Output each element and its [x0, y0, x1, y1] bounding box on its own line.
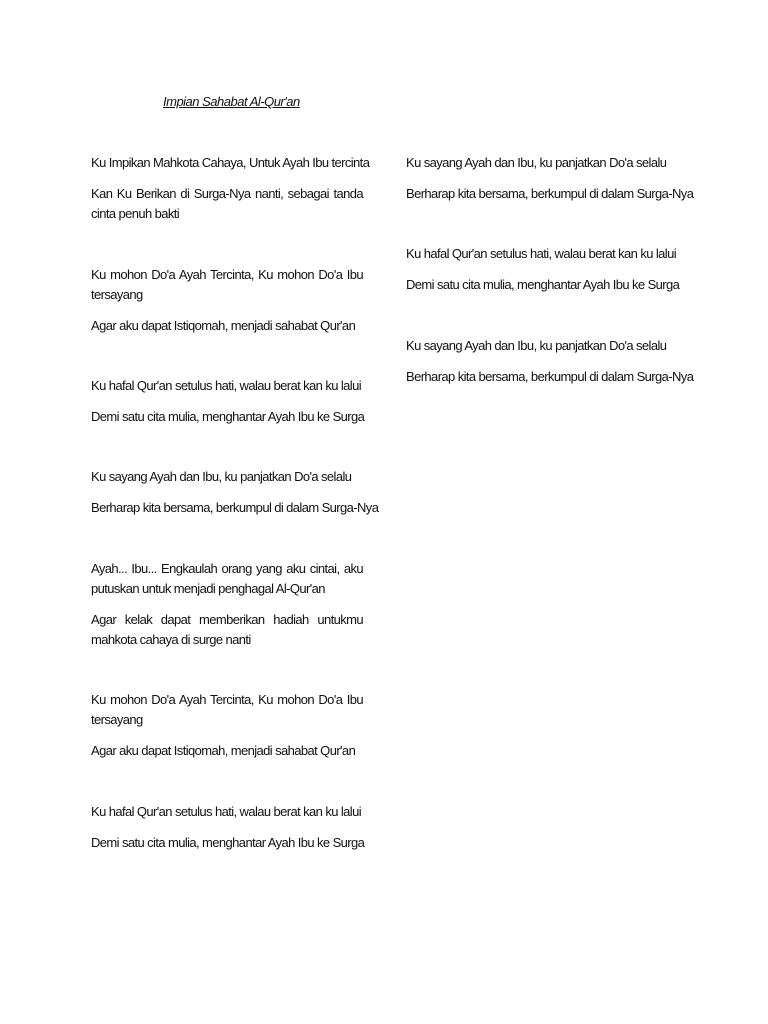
lyric-line: Agar kelak dapat memberikan hadiah untukmu mahkota cahaya di surge nanti — [91, 612, 363, 647]
lyric-line: Ku sayang Ayah dan Ibu, ku panjatkan Do'a selalu — [406, 338, 667, 353]
lyric-line: Demi satu cita mulia, menghantar Ayah Ibu ke Surga — [406, 277, 680, 292]
lyric-line: Kan Ku Berikan di Surga-Nya nanti, sebagai tanda cinta penuh bakti — [91, 186, 363, 221]
lyric-line: Ku Impikan Mahkota Cahaya, Untuk Ayah Ibu tercinta — [91, 155, 370, 170]
lyric-line: Ayah... Ibu... Engkaulah orang yang aku cintai, aku putuskan untuk menjadi penghagal Al-Qur'an — [91, 561, 363, 596]
lyric-line: Berharap kita bersama, berkumpul di dalam Surga-Nya — [406, 186, 694, 201]
lyric-line: Agar aku dapat Istiqomah, menjadi sahabat Qur'an — [91, 743, 356, 758]
lyric-line: Ku sayang Ayah dan Ibu, ku panjatkan Do'a selalu — [406, 155, 667, 170]
lyric-line: Ku mohon Do'a Ayah Tercinta, Ku mohon Do'a Ibu tersayang — [91, 692, 363, 727]
lyric-line: Berharap kita bersama, berkumpul di dalam Surga-Nya — [91, 500, 379, 515]
lyric-line: Demi satu cita mulia, menghantar Ayah Ibu ke Surga — [91, 409, 365, 424]
lyric-line: Ku mohon Do'a Ayah Tercinta, Ku mohon Do'a Ibu tersayang — [91, 267, 363, 302]
lyric-line: Demi satu cita mulia, menghantar Ayah Ibu ke Surga — [91, 835, 365, 850]
lyric-line: Ku hafal Qur'an setulus hati, walau berat kan ku lalui — [406, 246, 676, 261]
lyric-line: Ku hafal Qur'an setulus hati, walau berat kan ku lalui — [91, 378, 361, 393]
lyric-line: Ku hafal Qur'an setulus hati, walau berat kan ku lalui — [91, 804, 361, 819]
lyric-line: Ku sayang Ayah dan Ibu, ku panjatkan Do'a selalu — [91, 469, 352, 484]
lyric-line: Berharap kita bersama, berkumpul di dalam Surga-Nya — [406, 369, 694, 384]
document-title: Impian Sahabat Al-Qur'an — [163, 94, 300, 109]
lyric-line: Agar aku dapat Istiqomah, menjadi sahabat Qur'an — [91, 318, 356, 333]
